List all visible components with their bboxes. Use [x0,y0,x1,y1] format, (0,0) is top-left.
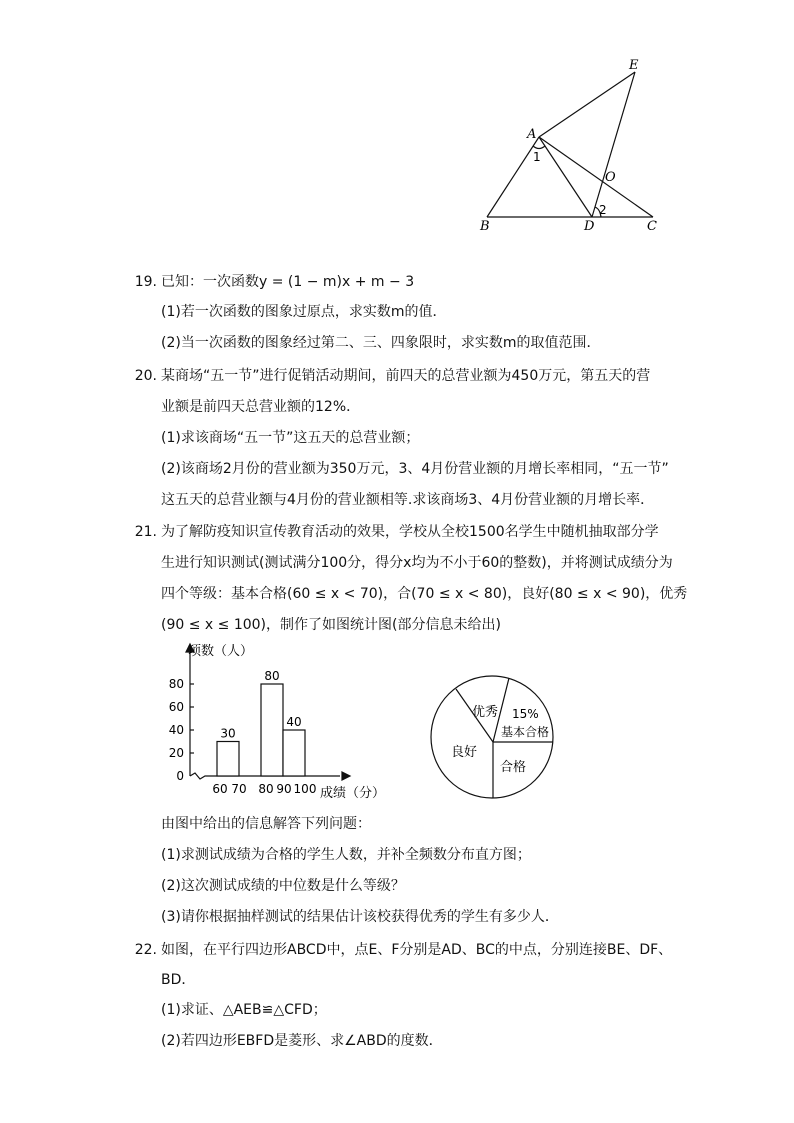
label-e: E [629,58,639,73]
pie-label-pass: 合格 [500,760,527,775]
q22-part-1: (1)求证、△AEB≌△CFD； [161,1002,327,1018]
q21-stem-line-1: 为了解防疫知识宣传教育活动的效果，学校从全校1500名学生中随机抽取部分学 [161,524,659,540]
q20-part-2-line-2: 这五天的总营业额与4月份的营业额相等.求该商场3、4月份营业额的月增长率． [161,492,655,508]
q21-part-1: (1)求测试成绩为合格的学生人数，并补全频数分布直方图； [161,847,531,863]
pie-label-basic-percent: 15% [512,707,539,721]
histogram-chart [160,638,400,808]
triangle-figure [470,52,670,237]
pie-label-excellent: 优秀 [472,705,499,720]
q21-stem-line-2: 生进行知识测试(测试满分100分，得分x均为不小于60的整数)，并将测试成绩分为 [161,555,673,571]
segment-ad [539,137,592,217]
q21-part-3: (3)请你根据抽样测试的结果估计该校获得优秀的学生有多少人． [161,909,559,925]
histogram-x-label: 成绩（分） [320,786,386,801]
y-tick-label: 40 [168,723,184,737]
histogram-bar [283,730,305,776]
label-d: D [584,219,595,234]
bar-value-label: 30 [220,726,236,741]
pie-chart [425,670,560,805]
q22-stem-line-2: BD． [161,972,196,988]
segment-de [592,72,635,217]
x-axis-arrow-icon [342,772,350,780]
x-tick-label: 80 [258,782,274,796]
pie-label-basic-pass: 基本合格 [501,725,550,739]
x-tick-label: 100 [293,782,317,796]
q19-number: 19. [134,274,157,290]
angle-1-arc [533,146,545,149]
q21-instruction: 由图中给出的信息解答下列问题： [161,816,371,832]
q19-stem: 已知：一次函数y = (1 − m)x + m − 3 [161,274,415,290]
q20-part-1: (1)求该商场“五一节”这五天的总营业额； [161,430,420,446]
segment-ab [487,137,539,217]
label-a: A [527,127,537,142]
x-tick-label: 70 [231,782,247,796]
bar-value-label: 80 [264,669,280,683]
q21-stem-line-3: 四个等级：基本合格(60 ≤ x < 70)，合(70 ≤ x < 80)，良好(80 ≤ x < 90)，优秀 [161,586,688,602]
label-o: O [605,170,616,185]
q20-number: 20. [134,368,157,384]
histogram-y-label: 项数（人） [188,644,254,659]
q19-part-1: (1)若一次函数的图象过原点，求实数m的值． [161,304,447,320]
y-tick-label: 20 [168,746,184,760]
histogram-bar [217,742,239,777]
q21-number: 21. [134,524,157,540]
bar-value-label: 40 [286,715,302,729]
x-tick-label: 90 [276,782,292,796]
q20-stem-line-1: 某商场“五一节”进行促销活动期间，前四天的总营业额为450万元，第五天的营 [161,368,651,384]
y-tick-label: 60 [168,700,184,714]
label-c: C [647,219,657,234]
y-tick-label: 80 [168,677,184,691]
label-angle-1: 1 [533,150,541,164]
q21-part-2: (2)这次测试成绩的中位数是什么等级？ [161,878,405,894]
q22-stem-line-1: 如图，在平行四边形ABCD中，点E、F分别是AD、BC的中点，分别连接BE、DF、 [161,942,673,958]
pie-label-good: 良好 [451,745,478,760]
q21-stem-line-4: (90 ≤ x ≤ 100)，制作了如图统计图(部分信息未给出) [161,617,501,633]
label-angle-2: 2 [599,203,607,217]
q20-stem-line-2: 业额是前四天总营业额的12%． [161,399,361,415]
x-tick-label: 60 [212,782,228,796]
q22-number: 22. [134,942,157,958]
q20-part-2-line-1: (2)该商场2月份的营业额为350万元，3、4月份营业额的月增长率相同，“五一节” [161,461,669,477]
q22-part-2: (2)若四边形EBFD是菱形、求∠ABD的度数． [161,1033,443,1049]
segment-ae [539,72,635,137]
label-b: B [480,219,490,234]
q19-part-2: (2)当一次函数的图象经过第二、三、四象限时，求实数m的取值范围． [161,335,601,351]
histogram-bar [261,684,283,776]
y-tick-label: 0 [176,769,184,783]
